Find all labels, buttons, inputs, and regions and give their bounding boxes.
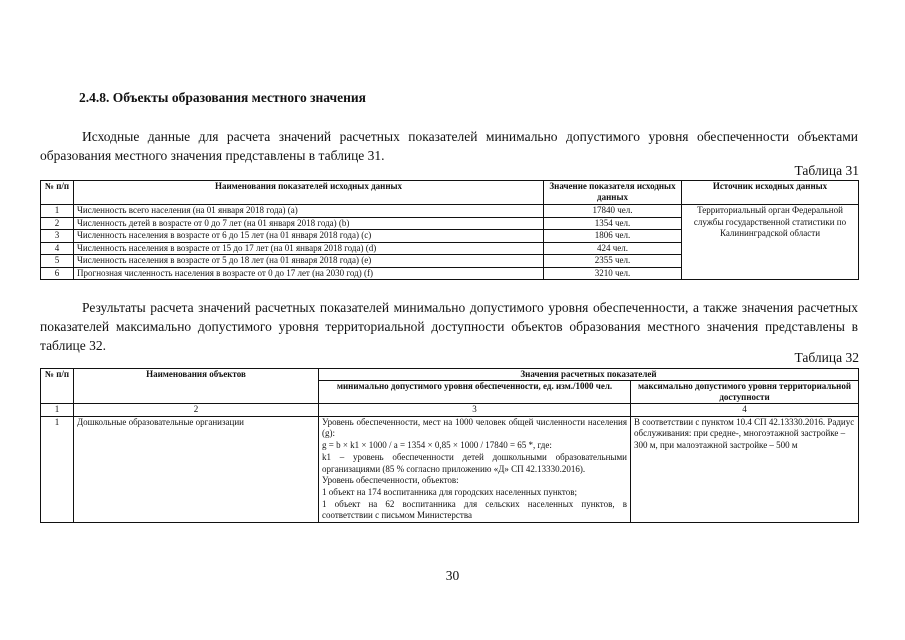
table31-header-value: Значение показателя исходных данных	[544, 181, 682, 205]
min-level-line: k1 – уровень обеспеченности детей дошкольными образовательными организациями (85 % согласно приложению «Д» СП 42.13330.2016).	[322, 451, 627, 474]
min-level-cell	[319, 416, 631, 522]
row-name: Численность населения в возрасте от 15 до 17 лет (на 01 января 2018 года) (d)	[74, 242, 544, 255]
min-level-line: Уровень обеспеченности, мест на 1000 человек общей численности населения (g):	[322, 416, 627, 439]
formula-line: g = b × k1 × 1000 / a = 1354 × 0,85 × 1000 / 17840 = 65 *, где:	[322, 440, 552, 451]
intro-paragraph: Исходные данные для расчета значений расчетных показателей минимально допустимого уровня обеспеченности объектами образования местного значения представлены в таблице 31.	[40, 129, 858, 163]
row-num: 1	[41, 205, 74, 218]
results-paragraph: Результаты расчета значений расчетных показателей минимально допустимого уровня обеспеченности, а также значения расчетных показателей максимально допустимого уровня территориальной доступности объектов образования местного значения представлены в таблице 32.	[40, 300, 858, 353]
table31-header-name: Наименования показателей исходных данных	[74, 181, 544, 205]
table32-header-min-level: минимально допустимого уровня обеспеченности, ед. изм./1000 чел.	[319, 381, 631, 404]
min-level-line: 1 объект на 62 воспитанника для сельских населенных пунктов, в соответствии с письмом Министерства	[322, 498, 627, 521]
row-value: 17840 чел.	[544, 205, 682, 218]
row-value: 1806 чел.	[544, 230, 682, 243]
row-value: 424 чел.	[544, 242, 682, 255]
table31-header-source: Источник исходных данных	[682, 181, 859, 205]
column-number: 3	[319, 404, 631, 417]
row-num: 4	[41, 242, 74, 255]
table-row	[41, 416, 859, 522]
row-name: Дошкольные образовательные организации	[74, 416, 319, 522]
row-num: 6	[41, 267, 74, 280]
row-num: 2	[41, 217, 74, 230]
row-name: Прогнозная численность населения в возрасте от 0 до 17 лет (на 2030 год) (f)	[74, 267, 544, 280]
table32-header-name: Наименования объектов	[74, 369, 319, 404]
row-value: 2355 чел.	[544, 255, 682, 268]
section-heading: 2.4.8. Объекты образования местного значения	[79, 90, 366, 105]
column-number: 1	[41, 404, 74, 417]
table31-caption: Таблица 31	[794, 163, 859, 178]
row-name: Численность всего населения (на 01 января 2018 года) (a)	[74, 205, 544, 218]
row-value: 3210 чел.	[544, 267, 682, 280]
row-num: 1	[41, 416, 74, 522]
table32-header-max-level: максимально допустимого уровня территориальной доступности	[631, 381, 859, 404]
row-num: 5	[41, 255, 74, 268]
table32-header-values-group: Значения расчетных показателей	[319, 369, 859, 381]
table31-source: Территориальный орган Федеральной службы государственной статистики по Калининградской области	[682, 205, 859, 280]
table32-header-row	[41, 369, 859, 381]
max-level-cell: В соответствии с пунктом 10.4 СП 42.13330.2016. Радиус обслуживания: при средне-, многоэтажной застройке – 300 м, при малоэтажной застройке – 500 м	[631, 416, 859, 522]
column-number: 2	[74, 404, 319, 417]
row-name: Численность детей в возрасте от 0 до 7 лет (на 01 января 2018 года) (b)	[74, 217, 544, 230]
table-31	[40, 180, 859, 280]
row-name: Численность населения в возрасте от 5 до 18 лет (на 01 января 2018 года) (e)	[74, 255, 544, 268]
table31-header-num: № п/п	[41, 181, 74, 205]
min-level-line: 1 объект на 174 воспитанника для городских населенных пунктов;	[322, 486, 577, 497]
table-row	[41, 205, 859, 218]
row-value: 1354 чел.	[544, 217, 682, 230]
row-name: Численность населения в возрасте от 6 до 15 лет (на 01 января 2018 года) (c)	[74, 230, 544, 243]
table32-header-num: № п/п	[41, 369, 74, 404]
table-32	[40, 368, 859, 523]
table32-caption: Таблица 32	[794, 350, 859, 365]
table32-column-numbers-row	[41, 404, 859, 417]
min-level-line: Уровень обеспеченности, объектов:	[322, 475, 459, 486]
column-number: 4	[631, 404, 859, 417]
row-num: 3	[41, 230, 74, 243]
page-number: 30	[445, 568, 460, 583]
table31-header-row	[41, 181, 859, 205]
